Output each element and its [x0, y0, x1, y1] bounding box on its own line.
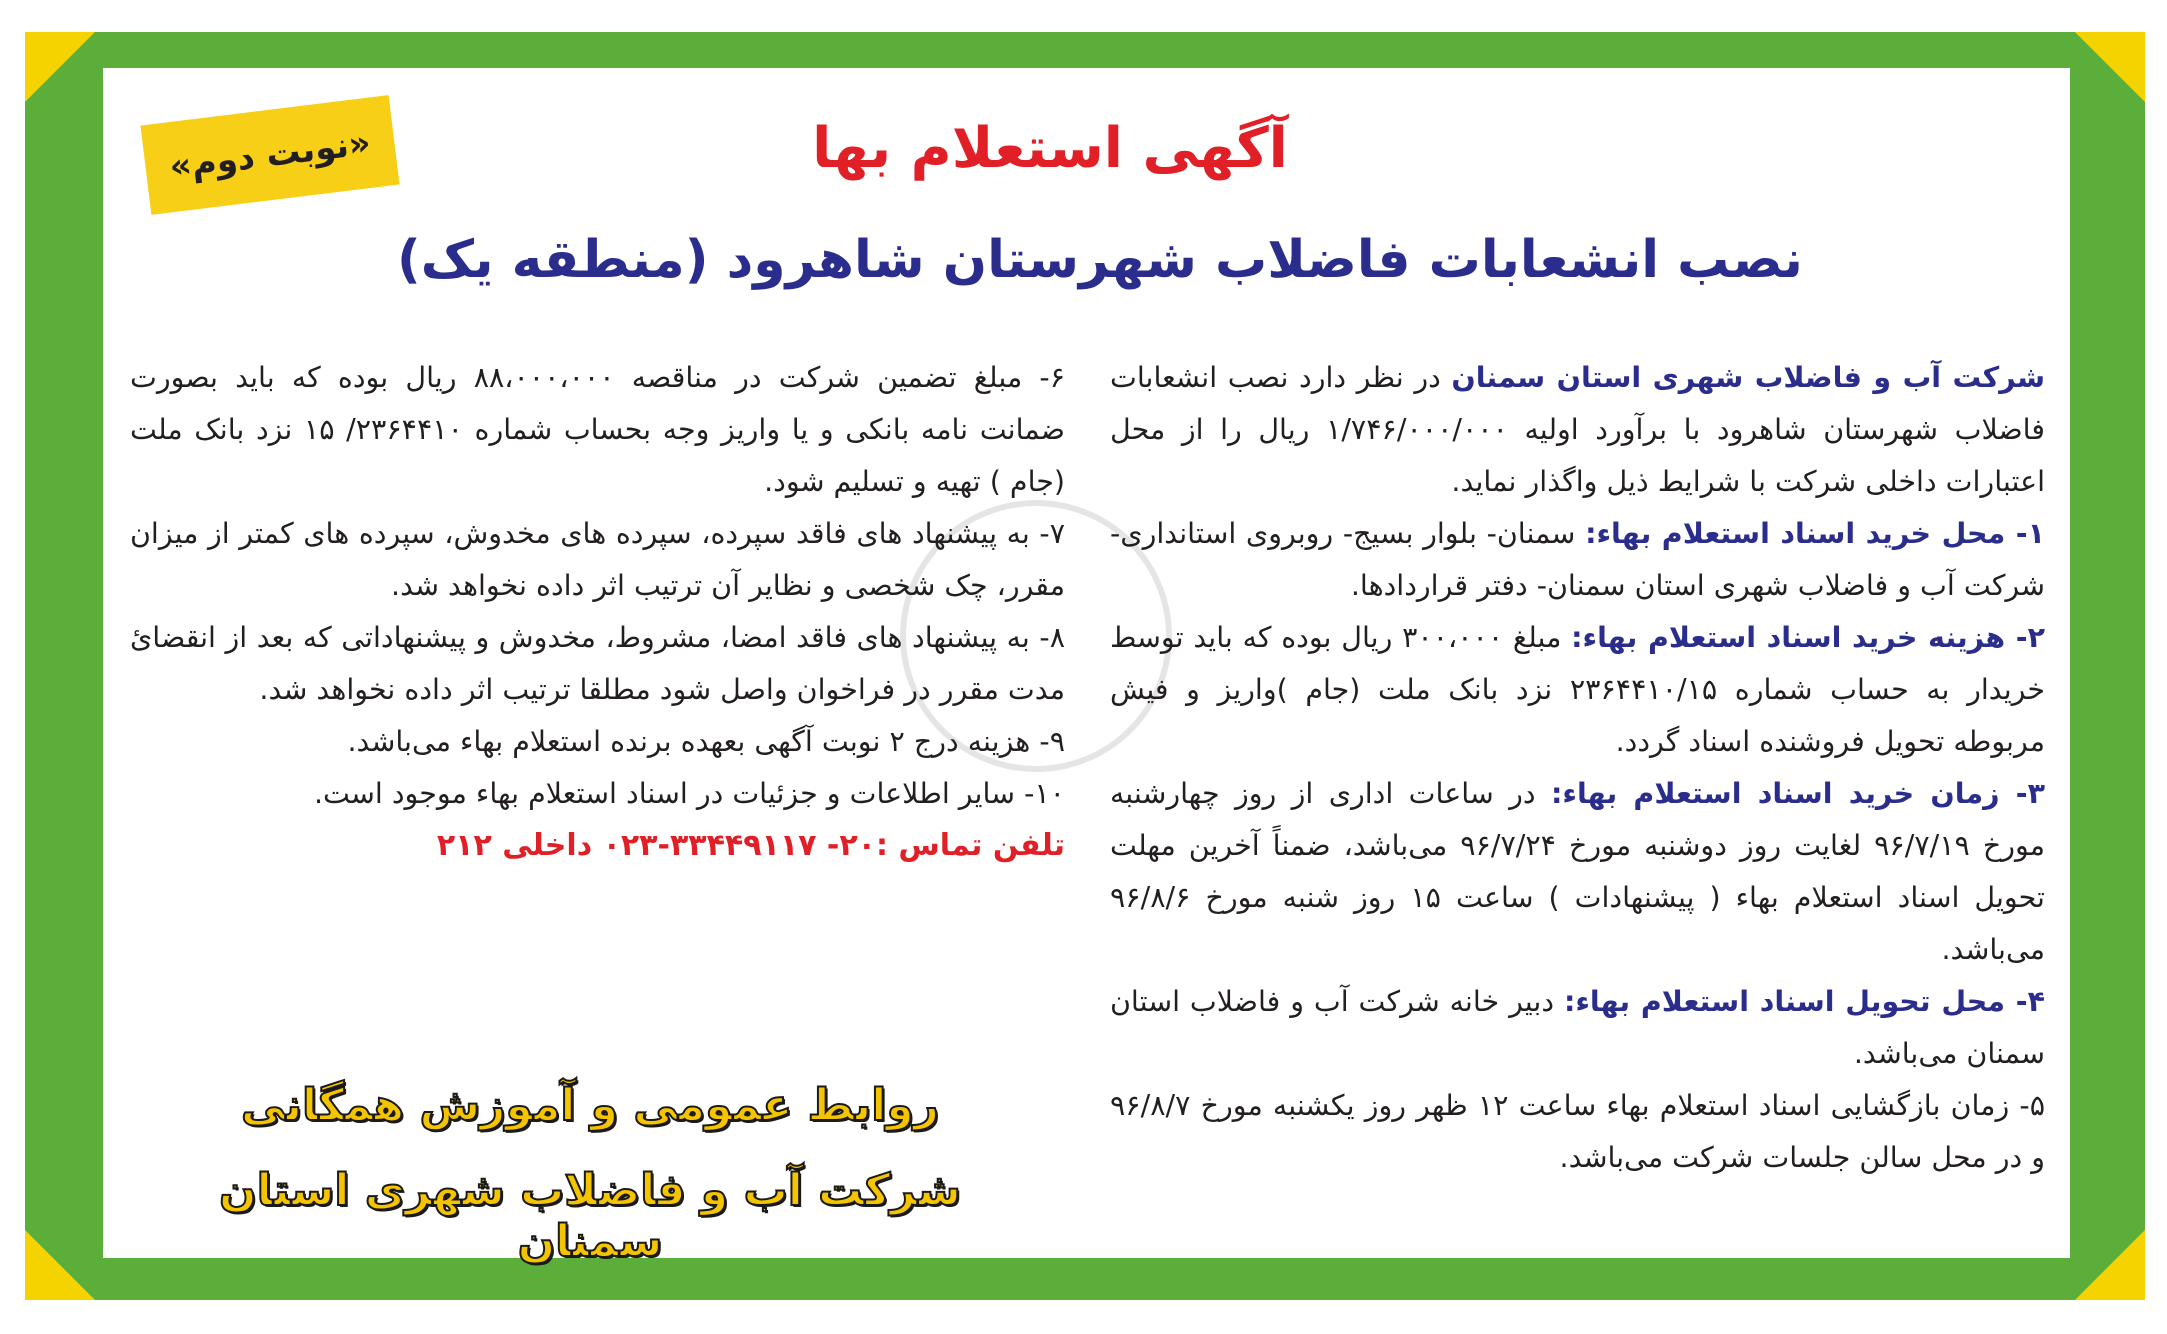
- signature-line-1: روابط عمومی و آموزش همگانی: [240, 1080, 940, 1131]
- item-2: [1110, 612, 2045, 768]
- signature-line-2: شرکت آب و فاضلاب شهری استان سمنان: [219, 1165, 961, 1267]
- corner-top-right: [2075, 32, 2145, 102]
- intro-text: در نظر دارد نصب انشعابات فاضلاب شهرستان شاهرود با برآورد اولیه ۱/۷۴۶/۰۰۰/۰۰۰ ریال را از محل اعتبارات داخلی شرکت با شرایط ذیل واگذار نماید.: [1110, 361, 2045, 498]
- item-6: ۶- مبلغ تضمین شرکت در مناقصه ۸۸،۰۰۰،۰۰۰ ریال بوده که باید بصورت ضمانت نامه بانکی و یا واریز وجه بحساب شماره ۲۳۶۴۴۱۰/ ۱۵ نزد بانک ملت (جام ) تهیه و تسلیم شود.: [130, 361, 1066, 498]
- notice-subtitle: نصب انشعابات فاضلاب شهرستان شاهرود (منطقه یک): [397, 230, 1803, 290]
- item-2-head: ۲- هزینه خرید اسناد استعلام بهاء:: [1571, 621, 2046, 654]
- item-8: ۸- به پیشنهاد های فاقد امضا، مشروط، مخدوش و پیشنهاداتی که بعد از انقضائ مدت مقرر در فراخوان واصل شود مطلقا ترتیب اثر داده نخواهد شد.: [130, 621, 1065, 706]
- intro-company: شرکت آب و فاضلاب شهری استان سمنان: [1451, 361, 2045, 394]
- item-5-text: ۵- زمان بازگشایی اسناد استعلام بهاء ساعت ۱۲ ظهر روز یکشنبه مورخ ۹۶/۸/۷ و در محل سالن جلسات شرکت می‌باشد.: [1110, 1089, 2045, 1174]
- item-1: [1110, 508, 2045, 612]
- item-3-head: ۳- زمان خرید اسناد استعلام بهاء:: [1551, 777, 2045, 810]
- item-4: [1110, 976, 2045, 1080]
- intro-paragraph: [1110, 352, 2045, 508]
- item-7: ۷- به پیشنهاد های فاقد سپرده، سپرده های مخدوش، سپرده های کمتر از میزان مقرر، چک شخصی و نظایر آن ترتیب اثر داده نخواهد شد.: [130, 517, 1065, 602]
- item-1-text: سمنان- بلوار بسیج- روبروی استانداری- شرکت آب و فاضلاب شهری استان سمنان- دفتر قراردادها.: [1110, 517, 2045, 602]
- item-3-text: در ساعات اداری از روز چهارشنبه مورخ ۹۶/۷/۱۹ لغایت روز دوشنبه مورخ ۹۶/۷/۲۴ می‌باشد، ضمناً آخرین مهلت تحویل اسناد استعلام بهاء ( پیشنهادات ) ساعت ۱۵ روز شنبه مورخ ۹۶/۸/۶ می‌باشد.: [1110, 777, 2045, 966]
- item-10: ۱۰- سایر اطلاعات و جزئیات در اسناد استعلام بهاء موجود است.: [313, 777, 1065, 810]
- item-4-text: دبیر خانه شرکت آب و فاضلاب استان سمنان می‌باشد.: [1110, 985, 2045, 1070]
- item-2-text: مبلغ ۳۰۰،۰۰۰ ریال بوده که باید توسط خریدار به حساب شماره ۲۳۶۴۴۱۰/۱۵ نزد بانک ملت (جام )واریز و فیش مربوطه تحویل فروشنده اسناد گردد.: [1110, 621, 2045, 758]
- left-column: [130, 352, 1065, 872]
- item-5: [1110, 1080, 2045, 1184]
- contact-phone: تلفن تماس :۲۰- ۳۳۴۴۹۱۱۷-۰۲۳ داخلی ۲۱۲: [436, 828, 1065, 863]
- item-4-head: ۴- محل تحویل اسناد استعلام بهاء:: [1563, 985, 2045, 1018]
- item-9: ۹- هزینه درج ۲ نوبت آگهی بعهده برنده استعلام بهاء می‌باشد.: [347, 725, 1065, 758]
- notice-title: آگهی استعلام بها: [812, 116, 1288, 181]
- corner-bottom-right: [2075, 1230, 2145, 1300]
- round-badge: «نوبت دوم»: [140, 95, 399, 215]
- item-3: [1110, 768, 2045, 976]
- corner-bottom-left: [25, 1230, 95, 1300]
- corner-top-left: [25, 32, 95, 102]
- item-1-head: ۱- محل خرید اسناد استعلام بهاء:: [1585, 517, 2046, 550]
- right-column: [1110, 352, 2045, 1184]
